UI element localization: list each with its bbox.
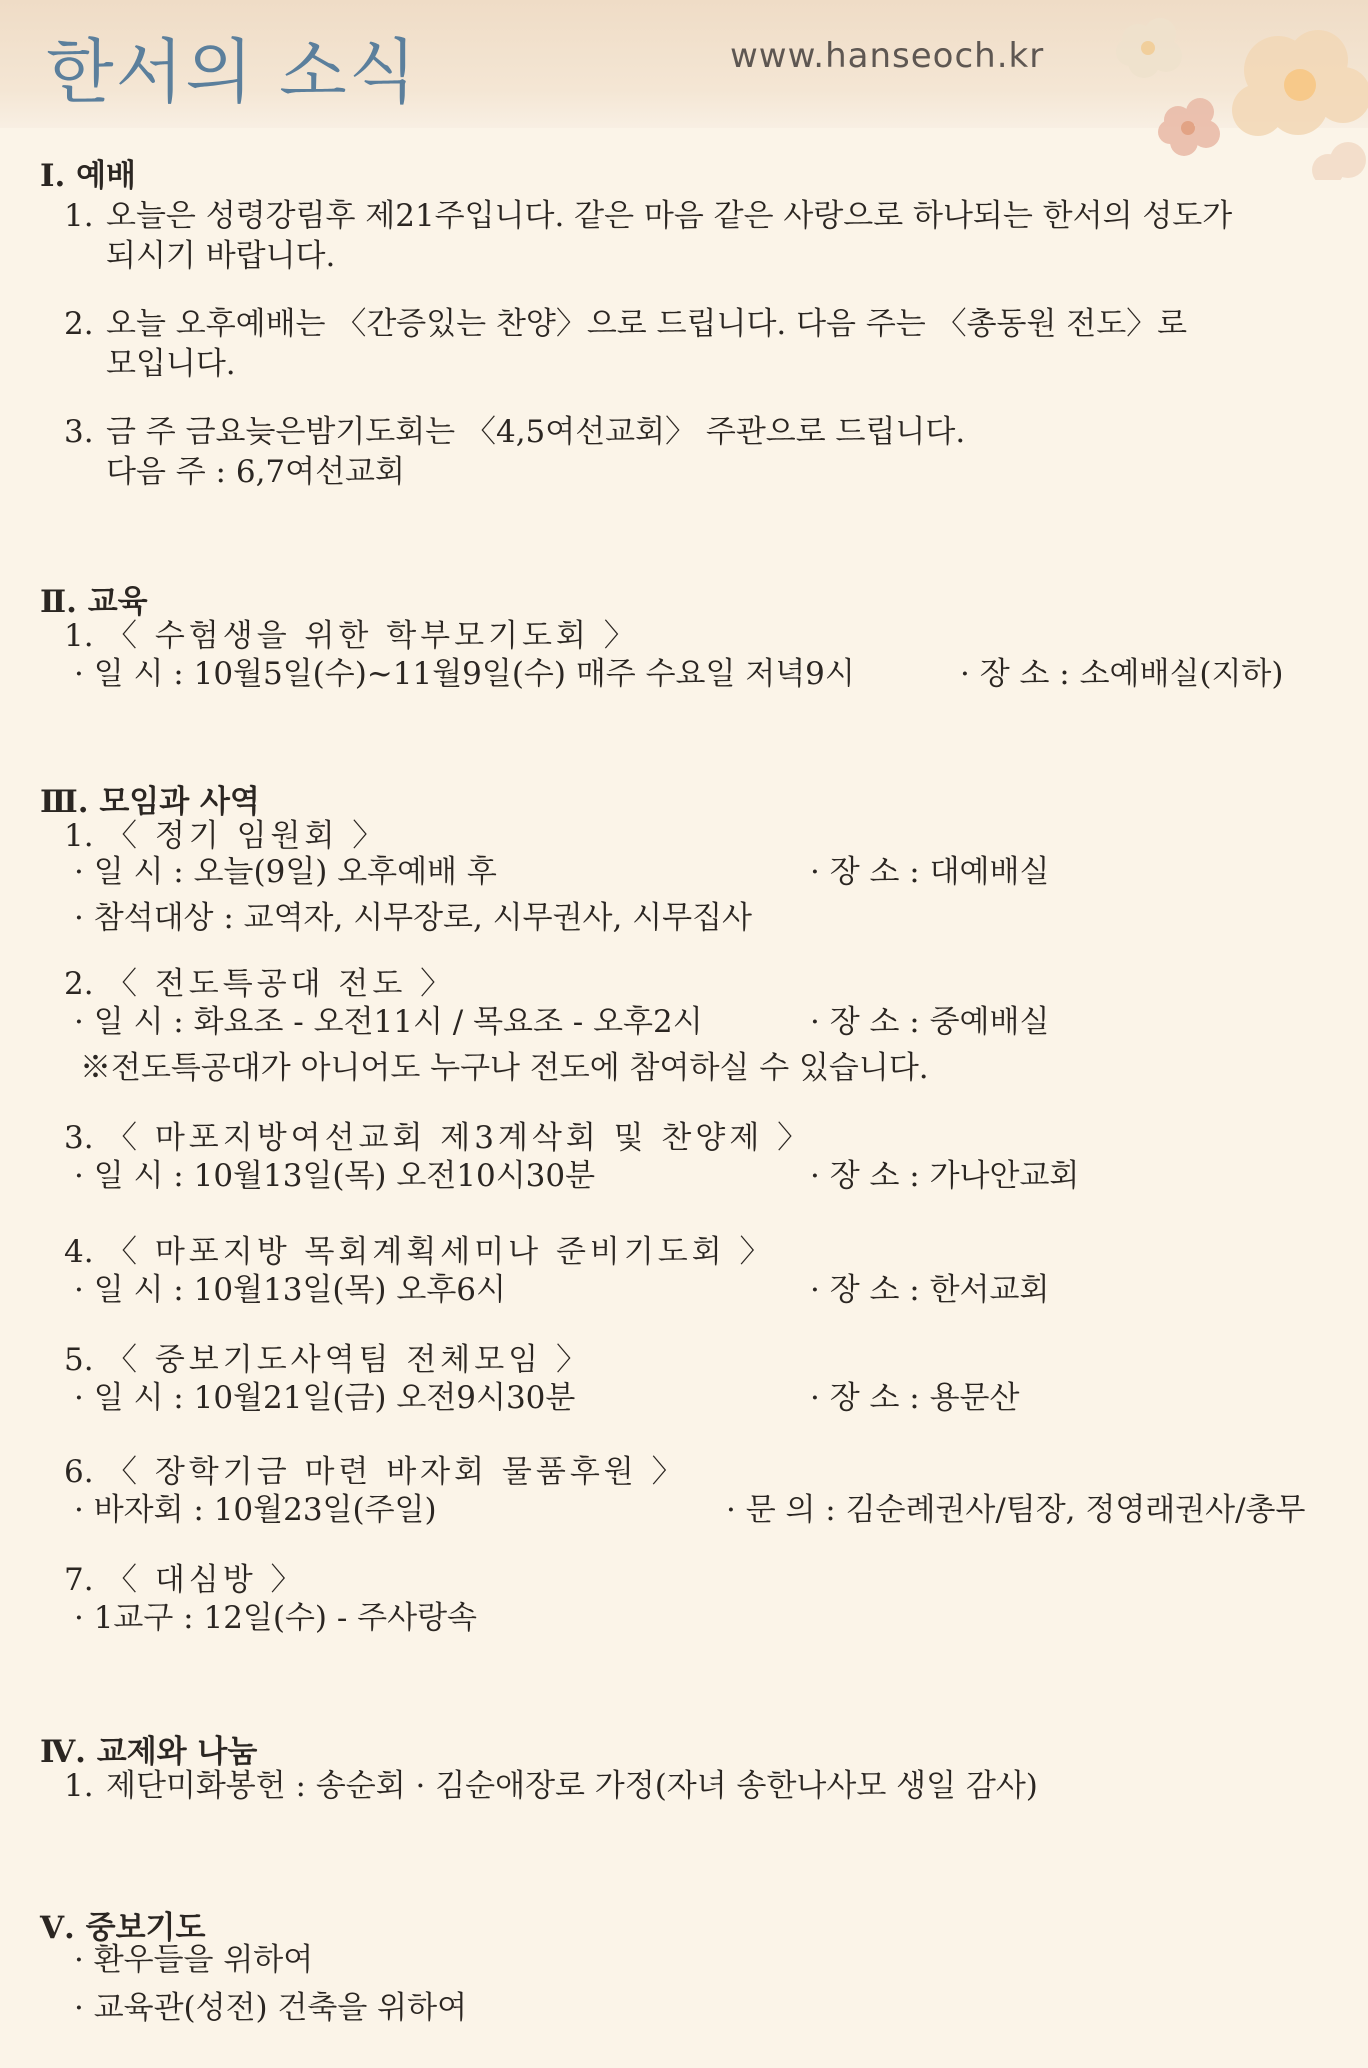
prayer-item: · 교육관(성전) 건축을 위하여: [74, 1990, 468, 2026]
item-number: 3.: [64, 1120, 94, 1156]
item-schedule: · 일 시 : 10월13일(목) 오후6시: [74, 1272, 506, 1308]
website-url[interactable]: www.hanseoch.kr: [730, 36, 1045, 76]
item-heading: 〈 마포지방여선교회 제3계삭회 및 찬양제 〉: [106, 1120, 813, 1156]
item-number: 1.: [64, 818, 94, 854]
section-title-fellowship: Ⅳ. 교제와 나눔: [40, 1734, 258, 1770]
item-note: ※전도특공대가 아니어도 누구나 전도에 참여하실 수 있습니다.: [80, 1050, 929, 1086]
item-text: 제단미화봉헌 : 송순회 · 김순애장로 가정(자녀 송한나사모 생일 감사): [106, 1768, 1038, 1804]
item-location: · 장 소 : 한서교회: [810, 1272, 1050, 1308]
item-number: 7.: [64, 1562, 94, 1598]
item-text: 오늘은 성령강림후 제21주입니다. 같은 마음 같은 사랑으로 하나되는 한서의 성도가: [106, 198, 1233, 234]
item-text: 금 주 금요늦은밤기도회는 〈4,5여선교회〉 주관으로 드립니다.: [106, 414, 966, 450]
item-number: 4.: [64, 1234, 94, 1270]
item-schedule: · 일 시 : 오늘(9일) 오후예배 후: [74, 854, 497, 890]
flower-decoration: [948, 0, 1368, 180]
item-heading: 〈 대심방 〉: [106, 1562, 306, 1598]
newsletter-title: 한서의 소식: [46, 31, 419, 113]
item-text: 모입니다.: [106, 346, 236, 382]
item-schedule: · 일 시 : 10월21일(금) 오전9시30분: [74, 1380, 576, 1416]
item-heading: 〈 마포지방 목회계획세미나 준비기도회 〉: [106, 1234, 775, 1270]
item-number: 5.: [64, 1342, 94, 1378]
item-location: · 장 소 : 용문산: [810, 1380, 1020, 1416]
item-number: 1.: [64, 198, 94, 234]
item-schedule: · 바자회 : 10월23일(주일): [74, 1492, 437, 1528]
item-text: 되시기 바랍니다.: [106, 238, 336, 274]
item-number: 2.: [64, 306, 94, 342]
item-location: · 장 소 : 중예배실: [810, 1004, 1050, 1040]
item-number: 2.: [64, 966, 94, 1002]
item-heading: 〈 정기 임원회 〉: [106, 818, 388, 854]
section-title-worship: Ⅰ. 예배: [40, 158, 136, 194]
item-heading: 〈 전도특공대 전도 〉: [106, 966, 456, 1002]
item-location: · 장 소 : 소예배실(지하): [960, 656, 1284, 692]
section-title-intercession: Ⅴ. 중보기도: [40, 1910, 206, 1946]
item-heading: 〈 중보기도사역팀 전체모임 〉: [106, 1342, 591, 1378]
item-heading: 〈 장학기금 마련 바자회 물품후원 〉: [106, 1454, 687, 1490]
item-text: 오늘 오후예배는 〈간증있는 찬양〉으로 드립니다. 다음 주는 〈총동원 전도〉로: [106, 306, 1188, 342]
item-attendees: · 참석대상 : 교역자, 시무장로, 시무권사, 시무집사: [74, 900, 752, 936]
item-location: · 장 소 : 가나안교회: [810, 1158, 1080, 1194]
item-schedule: · 일 시 : 화요조 - 오전11시 / 목요조 - 오후2시: [74, 1004, 703, 1040]
item-number: 3.: [64, 414, 94, 450]
item-number: 1.: [64, 618, 94, 654]
item-schedule: · 일 시 : 10월13일(목) 오전10시30분: [74, 1158, 596, 1194]
item-location: · 장 소 : 대예배실: [810, 854, 1050, 890]
section-title-meetings: Ⅲ. 모임과 사역: [40, 784, 260, 820]
prayer-item: · 환우들을 위하여: [74, 1942, 314, 1978]
item-contact: · 문 의 : 김순례권사/팀장, 정영래권사/총무: [726, 1492, 1306, 1528]
item-heading: 〈 수험생을 위한 학부모기도회 〉: [106, 618, 639, 654]
item-number: 1.: [64, 1768, 94, 1804]
item-schedule: · 1교구 : 12일(수) - 주사랑속: [74, 1600, 477, 1636]
item-number: 6.: [64, 1454, 94, 1490]
section-title-education: Ⅱ. 교육: [40, 584, 148, 620]
item-schedule: · 일 시 : 10월5일(수)~11월9일(수) 매주 수요일 저녁9시: [74, 656, 855, 692]
item-text: 다음 주 : 6,7여선교회: [106, 454, 405, 490]
